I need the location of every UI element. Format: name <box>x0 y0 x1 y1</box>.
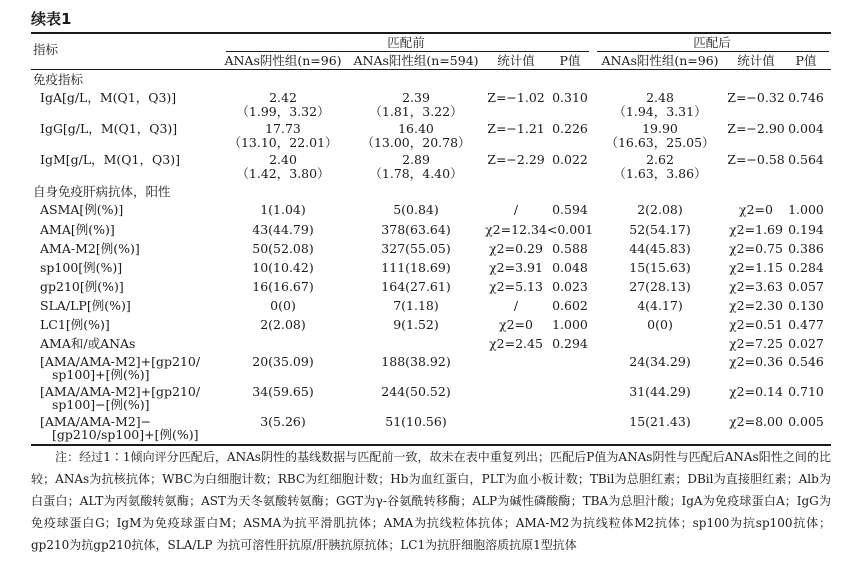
cell-pos: 164(27.61) <box>381 279 451 294</box>
cell-stat-before: χ2=0 <box>499 317 533 332</box>
row-name: LC1[例(%)] <box>40 317 110 332</box>
row-name: [AMA/AMA-M2]+[gp210/ <box>40 354 201 369</box>
cell-p-before: 0.022 <box>552 152 588 167</box>
cell-p-before: 0.310 <box>552 90 588 105</box>
cell-stat-after: χ2=1.15 <box>729 260 783 275</box>
top-rule <box>31 32 831 34</box>
cell-p-before: 0.588 <box>552 241 588 256</box>
cell-stat-after: Z=−0.58 <box>727 152 785 167</box>
col-p-after: P值 <box>795 53 817 68</box>
cell-neg: 16(16.67) <box>252 279 314 294</box>
cell-pos: 2.89 <box>402 152 430 167</box>
col-pos-after: ANAs阳性组(n=96) <box>601 53 719 68</box>
cell-pos-after: 0(0) <box>647 317 673 332</box>
cell-neg: 17.73 <box>265 121 301 136</box>
cell-stat-before: Z=−1.02 <box>487 90 545 105</box>
cell-stat-before: χ2=12.34 <box>485 222 547 237</box>
col-stat-before: 统计值 <box>497 53 535 68</box>
row-name: ASMA[例(%)] <box>40 202 124 217</box>
cell-neg: 2.40 <box>269 152 297 167</box>
col-p-before: P值 <box>559 53 581 68</box>
row-name-cont: [gp210/sp100]+[例(%)] <box>52 427 199 442</box>
cell-stat-after: χ2=8.00 <box>729 414 783 429</box>
cell-stat-after: χ2=3.63 <box>729 279 783 294</box>
cell-pos-after-range: （16.63，25.05） <box>605 135 715 150</box>
cell-p-after: 0.130 <box>788 298 824 313</box>
cell-stat-before: / <box>513 298 519 313</box>
cell-p-after: 0.005 <box>788 414 824 429</box>
cell-p-before: 0.226 <box>552 121 588 136</box>
subrule-after <box>597 51 829 52</box>
cell-p-before: 0.602 <box>552 298 588 313</box>
cell-stat-before: / <box>513 202 519 217</box>
cell-pos-after: 19.90 <box>642 121 678 136</box>
row-name: AMA和/或ANAs <box>40 336 136 351</box>
header-group-before: 匹配前 <box>387 35 425 50</box>
row-name: sp100[例(%)] <box>40 260 123 275</box>
cell-pos: 5(0.84) <box>393 202 439 217</box>
col-stat-after: 统计值 <box>737 53 775 68</box>
cell-p-after: 0.477 <box>788 317 824 332</box>
header-group-after: 匹配后 <box>693 35 731 50</box>
cell-p-after: 0.194 <box>788 222 824 237</box>
row-name-cont: sp100]−[例(%)] <box>52 397 150 412</box>
cell-p-before: <0.001 <box>546 222 594 237</box>
header-rule <box>31 69 831 70</box>
cell-p-before: 0.294 <box>552 336 588 351</box>
cell-stat-after: χ2=7.25 <box>729 336 783 351</box>
cell-pos: 327(55.05) <box>381 241 451 256</box>
row-name: AMA-M2[例(%)] <box>40 241 140 256</box>
cell-stat-after: χ2=0.51 <box>729 317 783 332</box>
cell-stat-after: χ2=1.69 <box>729 222 783 237</box>
cell-neg: 1(1.04) <box>260 202 306 217</box>
cell-pos: 188(38.92) <box>381 354 451 369</box>
col-pos-before: ANAs阳性组(n=594) <box>353 53 479 68</box>
cell-stat-after: χ2=0.75 <box>729 241 783 256</box>
cell-p-after: 0.027 <box>788 336 824 351</box>
row-name: IgG[g/L，M(Q1，Q3)] <box>40 121 178 136</box>
cell-p-after: 0.746 <box>788 90 824 105</box>
header-index: 指标 <box>33 42 59 57</box>
cell-neg: 2(2.08) <box>260 317 306 332</box>
cell-pos-after: 4(4.17) <box>637 298 683 313</box>
row-name: SLA/LP[例(%)] <box>40 298 131 313</box>
cell-pos-range: （13.00，20.78） <box>361 135 471 150</box>
cell-stat-after: χ2=0.36 <box>729 354 783 369</box>
cell-neg: 43(44.79) <box>252 222 314 237</box>
cell-pos-range: （1.81，3.22） <box>369 104 463 119</box>
cell-neg: 10(10.42) <box>252 260 314 275</box>
cell-pos-after: 24(34.29) <box>629 354 691 369</box>
cell-stat-before: χ2=5.13 <box>489 279 543 294</box>
table-caption: 续表1 <box>31 10 72 28</box>
cell-stat-before: χ2=2.45 <box>489 336 543 351</box>
cell-pos-after-range: （1.63，3.86） <box>613 166 707 181</box>
cell-stat-after: χ2=0.14 <box>729 384 783 399</box>
subrule-before <box>226 51 589 52</box>
cell-p-after: 0.710 <box>788 384 824 399</box>
cell-pos: 244(50.52) <box>381 384 451 399</box>
cell-neg: 50(52.08) <box>252 241 314 256</box>
row-name: IgA[g/L，M(Q1，Q3)] <box>40 90 177 105</box>
cell-pos-after: 2(2.08) <box>637 202 683 217</box>
row-name: gp210[例(%)] <box>40 279 124 294</box>
cell-pos: 378(63.64) <box>381 222 451 237</box>
cell-stat-after: Z=−2.90 <box>727 121 785 136</box>
cell-stat-after: Z=−0.32 <box>727 90 785 105</box>
cell-pos: 111(18.69) <box>381 260 451 275</box>
section-autoab: 自身免疫肝病抗体，阳性 <box>33 184 171 199</box>
cell-stat-after: χ2=0 <box>739 202 773 217</box>
col-neg-before: ANAs阴性组(n=96) <box>224 53 342 68</box>
cell-neg: 2.42 <box>269 90 297 105</box>
cell-pos-after: 15(15.63) <box>629 260 691 275</box>
cell-pos-after: 52(54.17) <box>629 222 691 237</box>
cell-pos: 9(1.52) <box>393 317 439 332</box>
row-name: IgM[g/L，M(Q1，Q3)] <box>40 152 180 167</box>
row-name: [AMA/AMA-M2]− <box>40 414 152 429</box>
cell-pos: 2.39 <box>402 90 430 105</box>
table-note <box>31 446 831 556</box>
cell-pos-range: （1.78，4.40） <box>369 166 463 181</box>
cell-neg-range: （13.10，22.01） <box>228 135 338 150</box>
row-name: AMA[例(%)] <box>40 222 115 237</box>
cell-neg: 0(0) <box>270 298 296 313</box>
cell-stat-before: χ2=0.29 <box>489 241 543 256</box>
cell-pos-after: 31(44.29) <box>629 384 691 399</box>
cell-pos: 51(10.56) <box>385 414 447 429</box>
section-immune: 免疫指标 <box>33 72 84 87</box>
cell-p-after: 0.564 <box>788 152 824 167</box>
cell-p-after: 1.000 <box>788 202 824 217</box>
cell-neg-range: （1.42，3.80） <box>236 166 330 181</box>
cell-neg: 34(59.65) <box>252 384 314 399</box>
cell-p-before: 0.023 <box>552 279 588 294</box>
cell-pos-after: 44(45.83) <box>629 241 691 256</box>
row-name-cont: sp100]+[例(%)] <box>52 367 150 382</box>
cell-stat-before: Z=−1.21 <box>487 121 545 136</box>
cell-stat-after: χ2=2.30 <box>729 298 783 313</box>
cell-pos: 7(1.18) <box>393 298 439 313</box>
cell-stat-before: Z=−2.29 <box>487 152 545 167</box>
table-note-text: 注：经过1∶1倾向评分匹配后，ANAs阴性的基线数据与匹配前一致，故未在表中重复列出；匹配后P值为ANAs阴性与匹配后ANAs阳性之间的比较；ANAs为抗核抗体；WBC为白细胞计数；RBC为红细胞计数；Hb为血红蛋白，PLT为血小板计数；TBil为总胆红素；DBil为直接胆红素；Alb为白蛋白；ALT为丙氨酸转氨酶；AST为天冬氨酸转氨酶；GGT为γ-谷氨酰转移酶；ALP为碱性磷酸酶；TBA为总胆汁酸；IgA为免疫球蛋白A；IgG为免疫球蛋白G；IgM为免疫球蛋白M；ASMA为抗平滑肌抗体；AMA为抗线粒体抗体；AMA-M2为抗线粒体M2抗体；sp100为抗sp100抗体；gp210为抗gp210抗体，SLA/LP 为抗可溶性肝抗原/肝胰抗原抗体；LC1为抗肝细胞溶质抗原1型抗体 <box>31 450 831 552</box>
cell-pos-after: 27(28.13) <box>629 279 691 294</box>
cell-pos-after: 15(21.43) <box>629 414 691 429</box>
cell-p-after: 0.386 <box>788 241 824 256</box>
cell-p-after: 0.546 <box>788 354 824 369</box>
cell-stat-before: χ2=3.91 <box>489 260 543 275</box>
row-name: [AMA/AMA-M2]+[gp210/ <box>40 384 201 399</box>
cell-p-before: 0.594 <box>552 202 588 217</box>
cell-neg-range: （1.99，3.32） <box>236 104 330 119</box>
cell-p-after: 0.284 <box>788 260 824 275</box>
cell-pos-after: 2.62 <box>646 152 674 167</box>
cell-p-after: 0.004 <box>788 121 824 136</box>
cell-pos-after-range: （1.94，3.31） <box>613 104 707 119</box>
cell-neg: 3(5.26) <box>260 414 306 429</box>
cell-neg: 20(35.09) <box>252 354 314 369</box>
cell-pos-after: 2.48 <box>646 90 674 105</box>
cell-p-before: 1.000 <box>552 317 588 332</box>
cell-pos: 16.40 <box>398 121 434 136</box>
cell-p-before: 0.048 <box>552 260 588 275</box>
cell-p-after: 0.057 <box>788 279 824 294</box>
